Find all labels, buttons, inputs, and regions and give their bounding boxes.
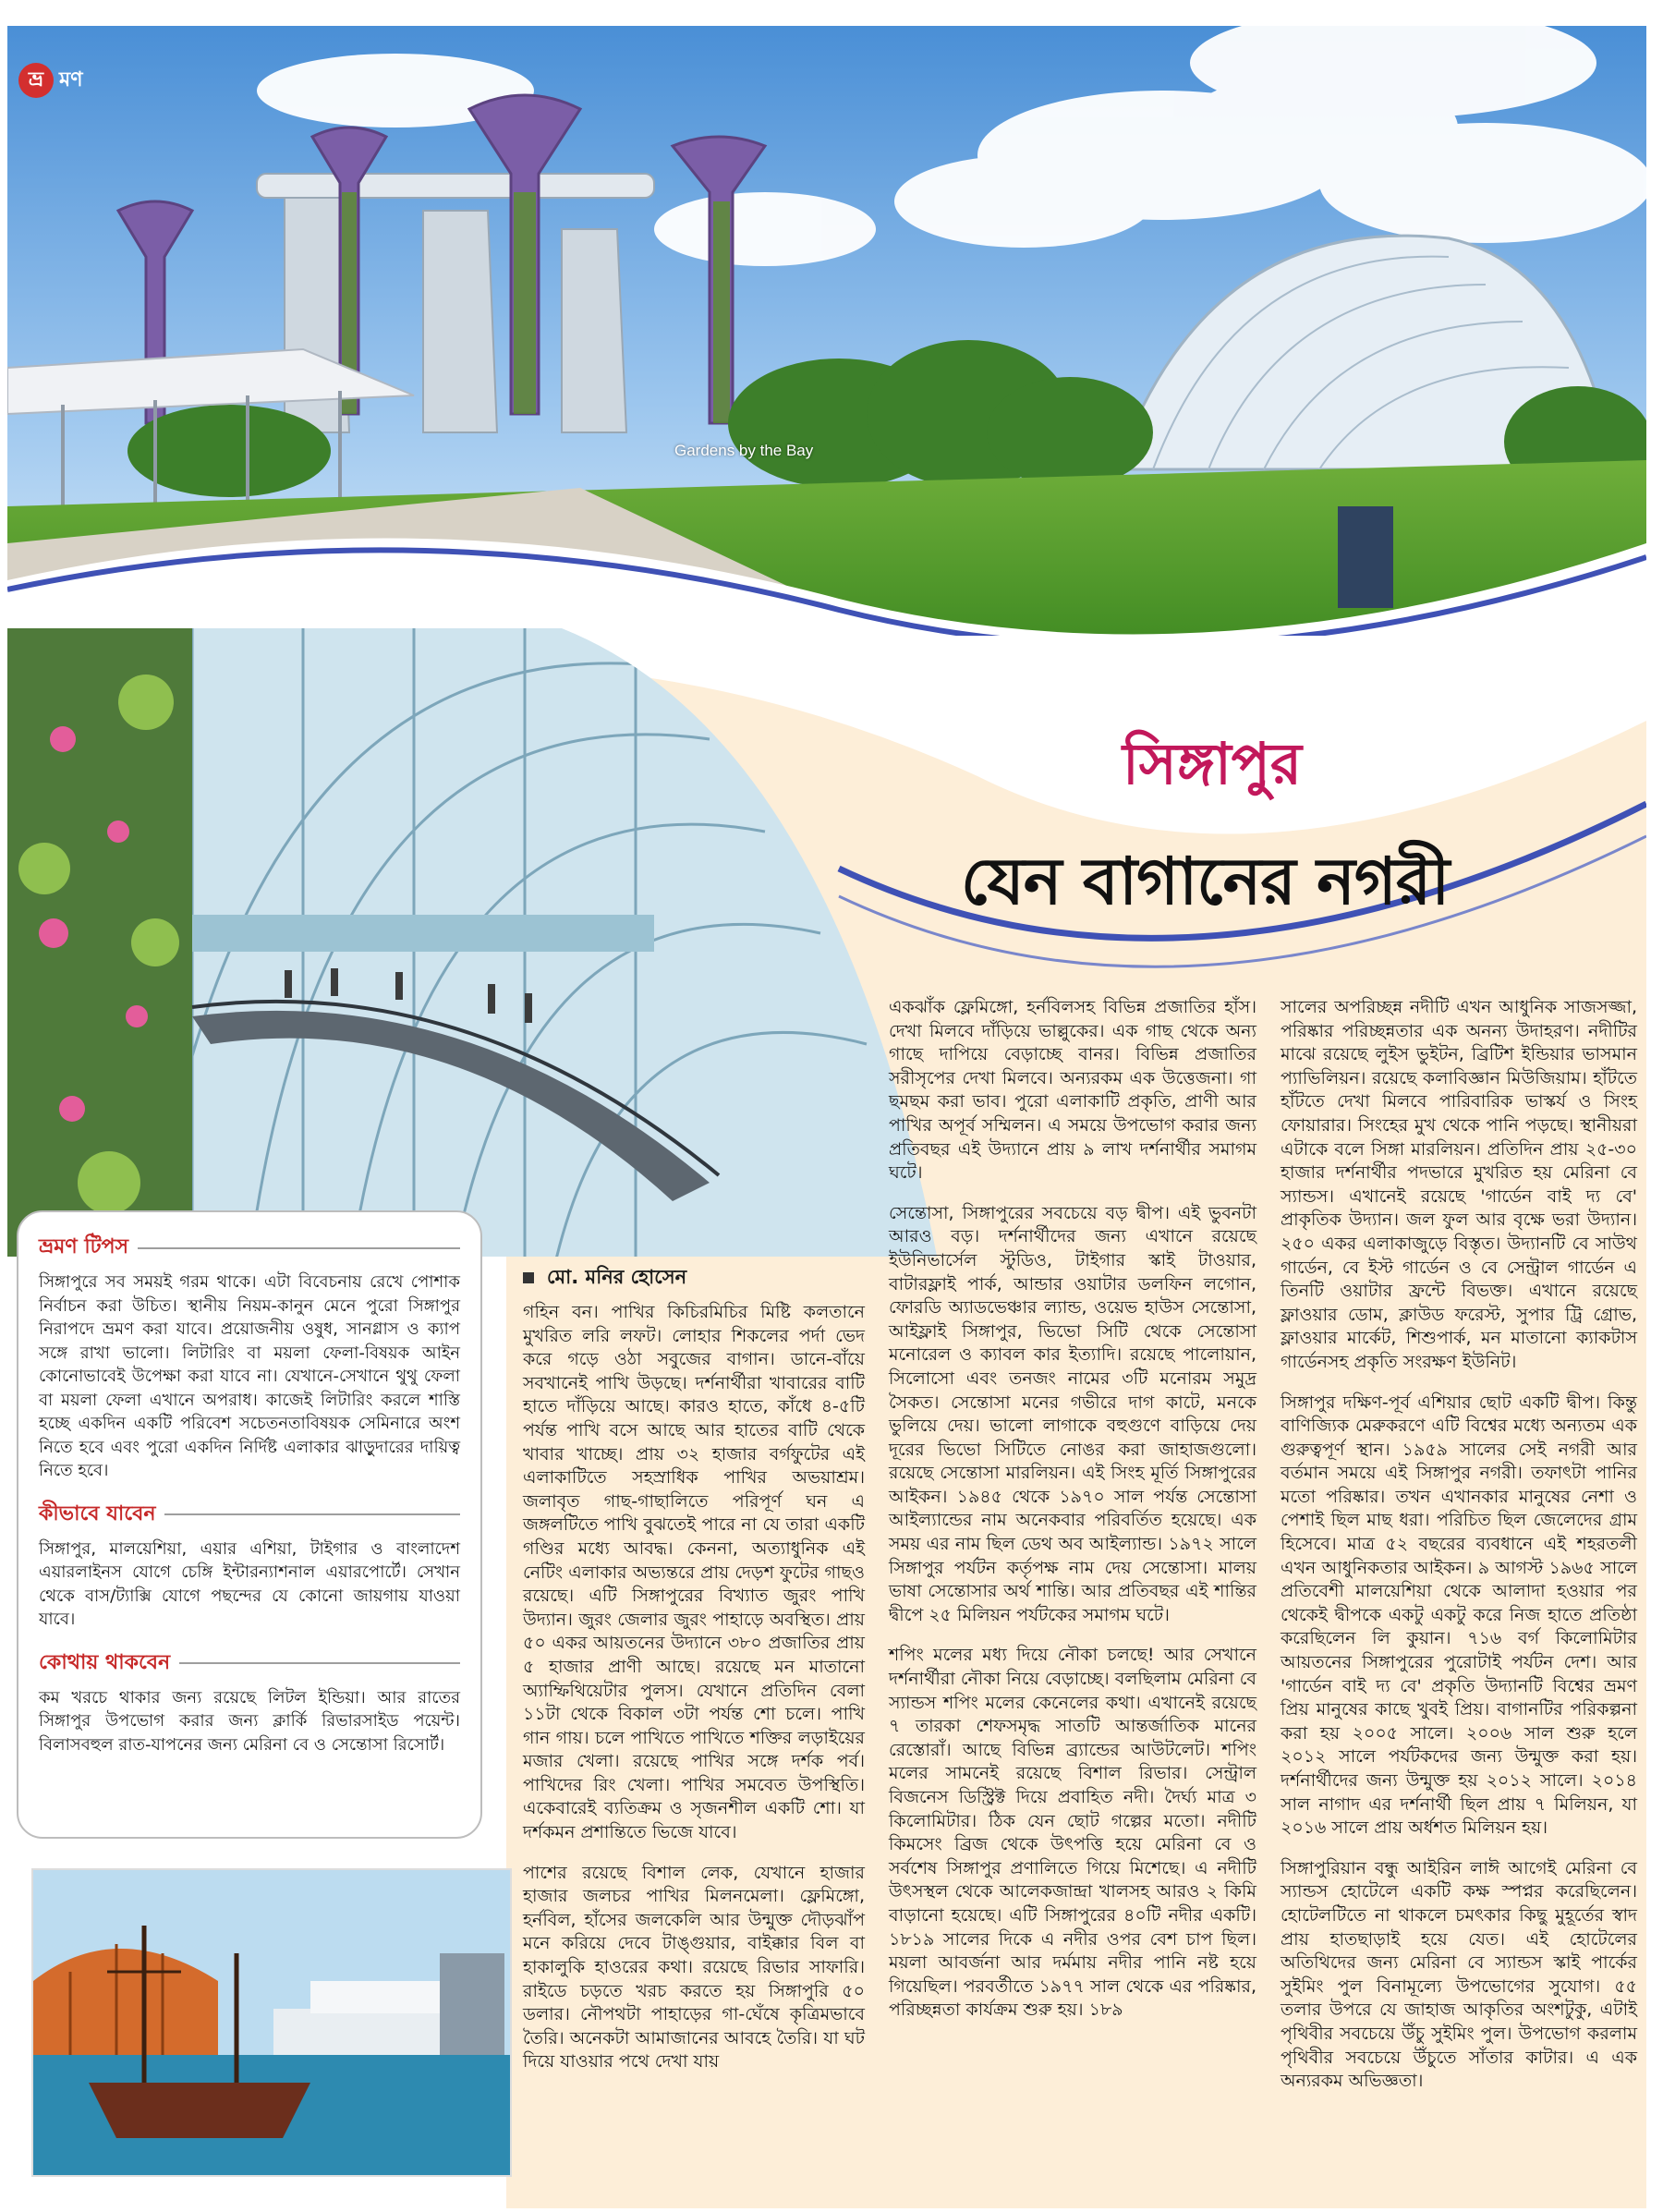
harbour-ship-photo [31, 1868, 512, 2177]
tips-body-where-to-stay: কম খরচে থাকার জন্য রয়েছে লিটল ইন্ডিয়া। আর রাতের সিঙ্গাপুর উপভোগ করার জন্য ক্লার্কি রিভারসাইড পয়েন্ট। বিলাসবহুল রাত-যাপনের জন্য মেরিনা বে ও সেন্তোসা রিসোর্ট। [39, 1687, 460, 1755]
tips-heading-where-to-stay: কোথায় থাকবেন [39, 1647, 460, 1681]
section-tag-rest: মণ [59, 67, 83, 91]
tips-heading-how-to-go: কীভাবে যাবেন [39, 1498, 460, 1532]
paragraph: সিঙ্গাপুরিয়ান বন্ধু আইরিন লাঈ আগেই মেরিনা বে স্যান্ডস হোটেলে একটি কক্ষ স্পপ্নর করেছিলেন। হোটেলটিতে না থাকলে চমৎকার কিছু মুহূর্তের স্বাদ প্রায় হাতছাড়াই হয়ে যেত। এই হোটেলের অতিথিদের জন্য মেরিনা বে স্যান্ডস স্কাই পার্কের সুইমিং পুল বিনামূল্যে উপভোগের সুযোগ। ৫৫ তলার উপরে যে জাহাজ আকৃতির অংশটুকু, এটাই পৃথিবীর সবচেয়ে উঁচু সুইমিং পুল। উপভোগ করলাম পৃথিবীর সবচেয়ে উঁচুতে সাঁতার কাটার। এ এক অন্যরকম অভিজ্ঞতা। [1281, 1857, 1637, 2092]
hero-caption: Gardens by the Bay [674, 442, 814, 459]
section-tag [18, 63, 83, 98]
paragraph: গহিন বন। পাখির কিচিরমিচির মিষ্টি কলতানে মুখরিত লরি লফট। লোহার শিকলের পর্দা ভেদ করে গড়ে ওঠা সবুজের বাগান। ডানে-বাঁয়ে সবখানেই পাখি উড়ছে। দর্শনার্থীরা খাবারের বাটি হাতে দাঁড়িয়ে আছে। কারও হাতে, কাঁধে ৪-৫টি পর্যন্ত পাখি বসে আছে আর হাতের বাটি থেকে খাবার খাচ্ছে। প্রায় ৩২ হাজার বর্গফুটের এই এলাকাটিতে সহস্রাধিক পাখির অভয়াশ্রম। জলাবৃত গাছ-গাছালিতে পরিপূর্ণ ঘন এ জঙ্গলটিতে পাখি বুঝতেই পারে না যে তারা একটি গণ্ডির মধ্যে আবদ্ধ। কেননা, অত্যাধুনিক এই নেটিং এলাকার অভ্যন্তরে প্রায় দেড়শ ফুটের গাছও রয়েছে। এটি সিঙ্গাপুরের বিখ্যাত জুরং পাখি উদ্যান। জুরং জেলার জুরং পাহাড়ে অবস্থিত। প্রায় ৫০ একর আয়তনের উদ্যানে ৩৮০ প্রজাতির প্রায় ৫ হাজার প্রাণী আছে। রয়েছে মন মাতানো অ্যাম্ফিথিয়েটার পুলস। যেখানে প্রতিদিন বেলা ১১টা থেকে বিকাল ৩টা পর্যন্ত শো চলে। পাখি গান গায়। চলে পাখিতে পাখিতে শক্তির লড়াইয়ের মজার খেলা। রয়েছে পাখির সঙ্গে দর্শক পর্ব। পাখিদের রিং খেলা। পাখির সমবেত উপস্থিতি। একেবারেই ব্যতিক্রম ও সৃজনশীল একটি শো। যা দর্শকমন প্রশান্তিতে ভিজে যাবে। [523, 1302, 865, 1843]
paragraph: একঝাঁক ফ্লেমিঙ্গো, হর্নবিলসহ বিভিন্ন প্রজাতির হাঁস। দেখা মিলবে দাঁড়িয়ে ভাল্লুকের। এক গাছ থেকে অন্য গাছে দাপিয়ে বেড়াচ্ছে বানর। বিভিন্ন প্রজাতির সরীসৃপের দেখা মিলবে। অন্যরকম এক উত্তেজনা। গা ছমছম করা ভাব। পুরো এলাকাটি প্রকৃতি, প্রাণী আর পাখির অপূর্ব সম্মিলন। এ সময়ে উপভোগ করার জন্য প্রতিবছর এই উদ্যানে প্রায় ৯ লাখ দর্শনার্থীর সমাগম ঘটে। [889, 997, 1256, 1184]
hero-photo [7, 26, 1646, 636]
byline-square-icon [523, 1272, 534, 1283]
article-column-1 [523, 1301, 865, 2091]
tips-heading-travel: ভ্রমণ টিপস [39, 1231, 460, 1265]
headline-kicker: সিঙ্গাপুর [1123, 730, 1302, 797]
paragraph: সিঙ্গাপুর দক্ষিণ-পূর্ব এশিয়ার ছোট একটি দ্বীপ। কিন্তু বাণিজ্যিক মেরুকরণে এটি বিশ্বের মধ্যে অন্যতম এক গুরুত্বপূর্ণ স্থান। ১৯৫৯ সালের সেই নগরী আর বর্তমান সময়ে এই সিঙ্গাপুর নগরী। তফাৎটা পানির মতো পরিষ্কার। তখন এখানকার মানুষের নেশা ও পেশাই ছিল মাছ ধরা। পরিচিত ছিল জেলেদের গ্রাম হিসেবে। মাত্র ৫২ বছরের ব্যবধানে এই শহরতলী এখন আধুনিকতার আইকন। ৯ আগস্ট ১৯৬৫ সালে প্রতিবেশী মালয়েশিয়া থেকে আলাদা হওয়ার পর থেকেই দ্বীপকে একটু একটু করে নিজ হাতে প্রতিষ্ঠা করেছিলেন লি কুয়ান। ৭১৬ বর্গ কিলোমিটার আয়তনের সিঙ্গাপুরের পুরোটাই পর্যটন দেশ। আর 'গার্ডেন বাই দ্য বে' প্রকৃতি উদ্যানটি বিশ্বের ভ্রমণ প্রিয় মানুষের কাছে খুবই প্রিয়। বাগানটির পরিকল্পনা করা হয় ২০০৫ সালে। ২০০৬ সাল শুরু হলে ২০১২ সালে পর্যটকদের জন্য উন্মুক্ত করা হয়। দর্শনার্থীদের জন্য উন্মুক্ত হয় ২০১২ সালে। ২০১৪ সাল নাগাদ এর দর্শনার্থী ছিল প্রায় ৭ মিলিয়ন, যা ২০১৬ সালে প্রায় অর্ধশত মিলিয়ন হয়। [1281, 1392, 1637, 1839]
byline: মো. মনির হোসেন [523, 1262, 865, 1294]
tips-box [17, 1210, 482, 1839]
headline-main: যেন বাগানের নগরী [961, 843, 1450, 919]
tips-body-travel: সিঙ্গাপুরে সব সময়ই গরম থাকে। এটা বিবেচনায় রেখে পোশাক নির্বাচন করা উচিত। স্থানীয় নিয়ম-কানুন মেনে পুরো সিঙ্গাপুর নিরাপদে ভ্রমণ করা যাবে। প্রয়োজনীয় ওষুধ, সানগ্লাস ও ক্যাপ সঙ্গে রাখা ভালো। লিটারিং বা ময়লা ফেলা-বিষয়ক আইন কোনোভাবেই উপেক্ষা করা যাবে না। যেখানে-সেখানে থুথু ফেলা বা ময়লা ফেলা এখানে অপরাধ। কাজেই লিটারিং করলে শাস্তি হচ্ছে একদিন একটি পরিবেশ সচেতনতাবিষয়ক সেমিনারে অংশ নিতে হবে এবং পুরো একদিন নির্দিষ্ট এলাকার ঝাড়ুদারের দায়িত্ব নিতে হবে। [39, 1272, 460, 1480]
paragraph: শপিং মলের মধ্য দিয়ে নৌকা চলছে! আর সেখানে দর্শনার্থীরা নৌকা নিয়ে বেড়াচ্ছে। বলছিলাম মেরিনা বে স্যান্ডস শপিং মলের কেনেলের কথা। এখানেই রয়েছে ৭ তারকা শেফসমৃদ্ধ সাতটি আন্তর্জাতিক মানের রেস্তোরাঁ। আছে বিভিন্ন ব্র্যান্ডের আউটলেট। শপিং মলের সামনেই রয়েছে বিশাল রিভার। সেন্ট্রাল বিজনেস ডিস্ট্রিক্ট দিয়ে প্রবাহিত নদী। দৈর্ঘ্য মাত্র ৩ কিলোমিটার। ঠিক যেন ছোট গল্পের মতো। নদীটি কিমসেং ব্রিজ থেকে উৎপত্তি হয়ে মেরিনা বে ও সর্বশেষ সিঙ্গাপুর প্রণালিতে গিয়ে মিশেছে। এ নদীটি উৎসস্থল থেকে আলেকজান্দ্রা খালসহ আরও ২ কিমি বাড়ানো হয়েছে। এটি সিঙ্গাপুরের ৪০টি নদীর একটি। ১৮১৯ সালের দিকে এ নদীর ওপর বেশ চাপ ছিল। ময়লা আবর্জনা আর দর্মমায় নদীর পানি নষ্ট হয়ে গিয়েছিল। পরবর্তীতে ১৯৭৭ সাল থেকে এর পরিষ্কার, পরিচ্ছন্নতা কার্যক্রম শুরু হয়। ১৮৯ [889, 1645, 1256, 2021]
section-tag-initial: ভ্র [18, 63, 54, 98]
paragraph: সেন্তোসা, সিঙ্গাপুরের সবচেয়ে বড় দ্বীপ। এই ভুবনটা আরও বড়। দর্শনার্থীদের জন্য এখানে রয়েছে ইউনিভার্সেল স্টুডিও, টাইগার স্কাই টাওয়ার, বাটারফ্লাই পার্ক, আন্ডার ওয়াটার ডলফিন লগোন, ফোরডি অ্যাডভেঞ্চার ল্যান্ড, ওয়েভ হাউস সেন্তোসা, আইফ্লাই সিঙ্গাপুর, ভিভো সিটি থেকে সেন্তোসা মনোরেল ও ক্যাবল কার ইত্যাদি। রয়েছে পালোয়ান, সিলোসো এবং তনজং নামের ৩টি মনোরম সমুদ্র সৈকত। সেন্তোসা মনের গভীরে দাগ কাটে, মনকে ভুলিয়ে দেয়। ভালো লাগাকে বহুগুণে বাড়িয়ে দেয় দূরের ভিভো সিটিতে নোঙর করা জাহাজগুলো। রয়েছে সেন্তোসা মারলিয়ন। এই সিংহ মূর্তি সিঙ্গাপুরের আইকন। ১৯৪৫ থেকে ১৯৭০ সাল পর্যন্ত সেন্তোসা আইল্যান্ডের নাম অনেকবার পরিবর্তিত হয়েছে। এক সময় এর নাম ছিল ডেথ অব আইল্যান্ড। ১৯৭২ সালে সিঙ্গাপুর পর্যটন কর্তৃপক্ষ নাম দেয় সেন্তোসা। মালয় ভাষা সেন্তোসার অর্থ শান্তি। আর প্রতিবছর এই শান্তির দ্বীপে ২৫ মিলিয়ন পর্যটকের সমাগম ঘটে। [889, 1202, 1256, 1625]
article-column-3 [1281, 996, 1637, 2110]
cloud-dome-photo [7, 628, 941, 1257]
paragraph: পাশের রয়েছে বিশাল লেক, যেখানে হাজার হাজার জলচর পাখির মিলনমেলা। ফ্লেমিঙ্গো, হর্নবিল, হাঁসের জলকেলি আর উন্মুক্ত দৌড়ঝাঁপ মনে করিয়ে দেবে টাঙ্গুয়ার, বাইক্কার বিল বা হাকালুকি হাওরের কথা। রয়েছে রিভার সাফারি। রাইডে চড়তে খরচ করতে হয় সিঙ্গাপুরি ৫০ ডলার। নৌপথটা পাহাড়ের গা-ঘেঁষে কৃত্রিমভাবে তৈরি। অনেকটা আমাজানের আবহে তৈরি। যা ঘট দিয়ে যাওয়ার পথে দেখা যায় [523, 1862, 865, 2072]
article-column-2 [889, 996, 1256, 2039]
tips-body-how-to-go: সিঙ্গাপুর, মালয়েশিয়া, এয়ার এশিয়া, টাইগার ও বাংলাদেশ এয়ারলাইনস যোগে চেঙ্গি ইন্টারন্যাশনাল এয়ারপোর্টে। সেখান থেকে বাস/ট্যাক্সি যোগে পছন্দের যে কোনো জায়গায় যাওয়া যাবে। [39, 1538, 460, 1629]
paragraph: সালের অপরিচ্ছন্ন নদীটি এখন আধুনিক সাজসজ্জা, পরিষ্কার পরিচ্ছন্নতার এক অনন্য উদাহরণ। নদীটির মাঝে রয়েছে লুইস ভুইটন, ব্রিটিশ ইন্ডিয়ার ভাসমান প্যাভিলিয়ন। রয়েছে কলাবিজ্ঞান মিউজিয়াম। হাঁটতে হাঁটতে দেখা মিলবে পারিবারিক ভাস্কর্য ও সিংহ ফোয়ারার। সিংহের মুখ থেকে পানি পড়ছে। স্থানীয়রা এটাকে বলে সিঙ্গা মারলিয়ন। প্রতিদিন প্রায় ২৫-৩০ হাজার দর্শনার্থীর পদভারে মুখরিত হয় মেরিনা বে স্যান্ডস। এখানেই রয়েছে 'গার্ডেন বাই দ্য বে' প্রাকৃতিক উদ্যান। জল ফুল আর বৃক্ষে ভরা উদ্যান। ২৫০ একর এলাকাজুড়ে বিস্তৃত। উদ্যানটি বে সাউথ গার্ডেন, বে ইস্ট গার্ডেন ও বে সেন্ট্রাল গার্ডেন এ তিনটি ওয়াটার ফ্রন্টে বিভক্ত। এখানে রয়েছে ফ্লাওয়ার ডোম, ক্লাউড ফরেস্ট, সুপার ট্রি গ্রোভ, ফ্লাওয়ার মার্কেট, শিশুপার্ক, মন মাতানো ক্যাকটাস গার্ডেনসহ প্রকৃতি সংরক্ষণ ইউনিট। [1281, 997, 1637, 1372]
